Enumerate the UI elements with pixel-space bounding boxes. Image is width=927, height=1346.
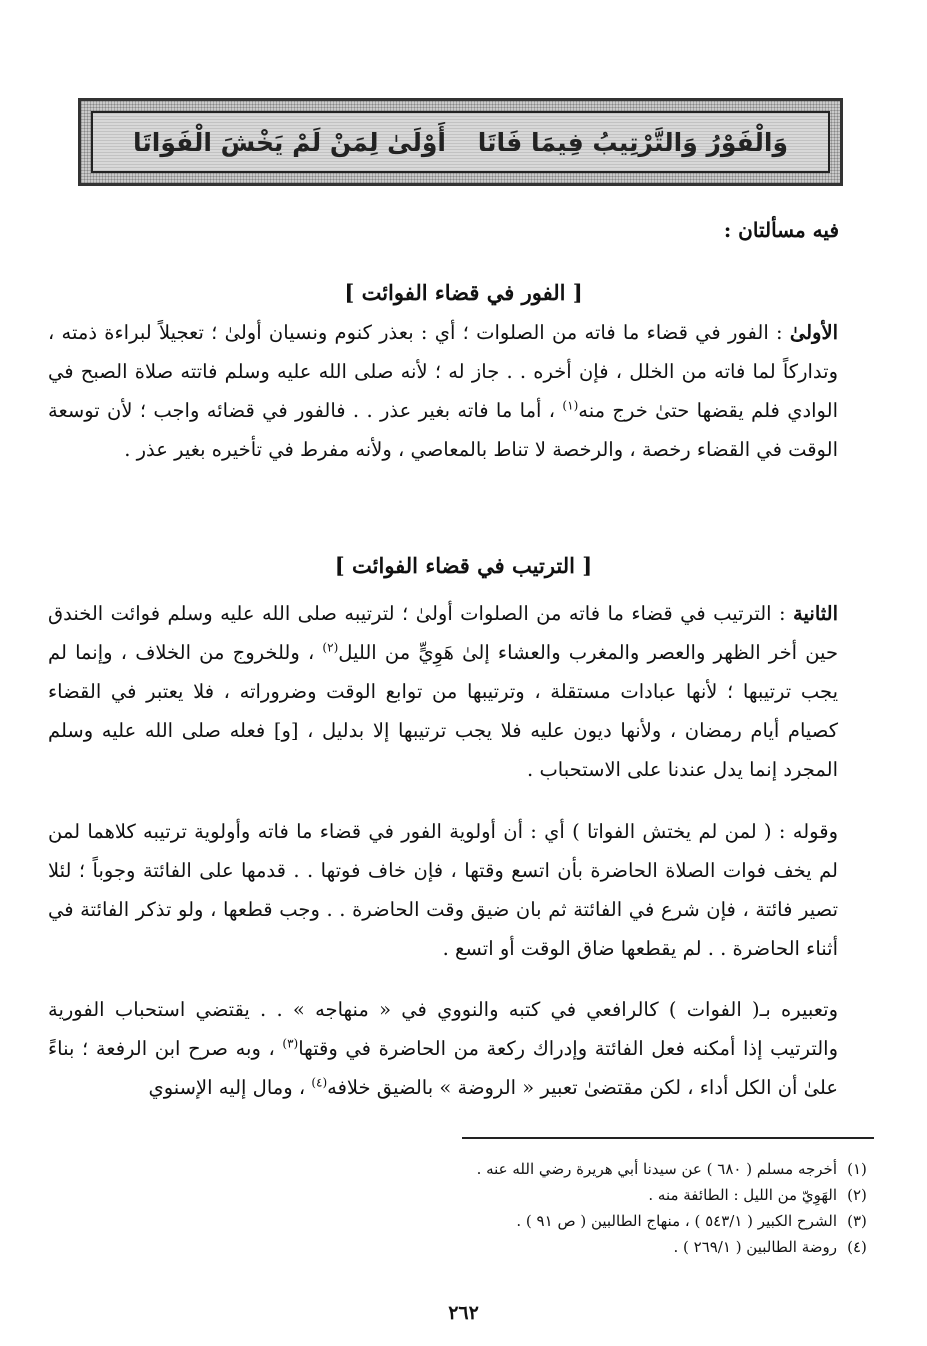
footnote-divider — [462, 1137, 874, 1139]
footnote-ref[interactable]: (٣) — [282, 1036, 299, 1051]
footnote-number: (٣) — [847, 1212, 867, 1230]
paragraph-lead: الثانية — [793, 602, 838, 625]
paragraph-3: وقوله : ( لمن لم يختش الفواتا ) أي : أن أولوية الفور في قضاء ما فاته وأولوية ترتيبه كلاهما لمن لم يخف فوات الصلاة الحاضرة بأن اتسع وقتها ، فإن خاف فوتها . . قدمها على الفائتة وجوباً ؛ لئلا تصير فائتة ، فإن شرع في الفائتة ثم بان ضيق وقت الحاضرة . . وجب قطعها ، ولو تذكر الفائتة في أثناء الحاضرة . . لم يقطعها ضاق الوقت أو اتسع . — [48, 820, 838, 960]
paragraph-text: ، وبه صرح ابن الرفعة ؛ بناءً علىٰ أن الكل أداء ، لكن مقتضىٰ تعبير « الروضة » بالضيق خلافه — [48, 1037, 838, 1099]
verse-banner — [78, 98, 843, 186]
footnote-text: الشرح الكبير ( ٥٤٣/١ ) ، منهاج الطالبين ( ص ٩١ ) . — [516, 1212, 837, 1230]
footnote-number: (١) — [847, 1160, 867, 1178]
footnote-ref[interactable]: (١) — [562, 398, 579, 413]
footnote-4 — [407, 1234, 877, 1260]
paragraph-text: ، ومال إليه الإسنوي — [148, 1076, 312, 1099]
footnote-1 — [407, 1156, 877, 1182]
footnote-number: (٤) — [847, 1238, 867, 1256]
footnote-text: الهَوِيّ من الليل : الطائفة منه . — [648, 1186, 837, 1204]
paragraph-4 — [48, 990, 838, 1107]
verse-left-hemistich: أَوْلَىٰ لِمَنْ لَمْ يَخْشَ الْفَوَاتَا — [133, 127, 446, 157]
footnote-text: أخرجه مسلم ( ٦٨٠ ) عن سيدنا أبي هريرة رضي الله عنه . — [476, 1160, 837, 1178]
paragraph-2 — [48, 594, 838, 789]
verse-right-hemistich: وَالْفَوْرُ وَالتَّرْتِيبُ فِيمَا فَاتَا — [477, 127, 788, 157]
paragraph-text: : الترتيب في قضاء ما فاته من الصلوات أولىٰ ؛ لترتيبه صلى الله عليه وسلم فوائت الخندق حين أخر الظهر والعصر والمغرب والعشاء إلىٰ هَوِيٍّ من الليل — [48, 602, 838, 664]
paragraph-text: ، وللخروج من الخلاف ، وإنما لم يجب ترتيبها ؛ لأنها عبادات مستقلة ، وترتيبها من توابع الوقت وضروراته ، فلا يعتبر في القضاء كصيام أيام رمضان ، ولأنها ديون عليه فلا يجب ترتيبها إلا بدليل ، [و] فعله صلى الله عليه وسلم المجرد إنما يدل عندنا على الاستحباب . — [48, 641, 838, 781]
page-number: ٢٦٢ — [448, 1302, 479, 1324]
footnote-3 — [407, 1208, 877, 1234]
footnote-number: (٢) — [847, 1186, 867, 1204]
footnote-2 — [407, 1182, 877, 1208]
verse-frame — [91, 111, 830, 173]
footnote-ref[interactable]: (٤) — [311, 1075, 328, 1090]
section-heading-1: [ الفور في قضاء الفوائت ] — [344, 280, 583, 305]
paragraph-text: : الفور في قضاء ما فاته من الصلوات ؛ أي : بعذر كنوم ونسيان أولىٰ ؛ تعجيلاً لبراءة ذمته ، وتداركاً لما فاته من الخلل ، فإن أخره . . جاز له ؛ لأنه صلى الله عليه وسلم فاتته صلاة الصبح في الوادي فلم يقضها حتىٰ خرج منه — [48, 321, 838, 422]
paragraph-lead: الأولىٰ — [789, 321, 838, 344]
paragraph-text: وتعبيره بـ( الفوات ) كالرافعي في كتبه والنووي في « منهاجه » . . يقتضي استحباب الفورية والترتيب إذا أمكنه فعل الفائتة وإدراك ركعة من الحاضرة في وقتها — [48, 998, 838, 1060]
paragraph-1 — [48, 313, 838, 469]
footnotes — [407, 1156, 877, 1260]
section-heading-2: [ الترتيب في قضاء الفوائت ] — [334, 553, 593, 578]
intro-line: فيه مسألتان : — [723, 218, 839, 242]
paragraph-text: ، أما ما فاته بغير عذر . . فالفور في قضائه واجب ؛ لأن توسعة الوقت في القضاء رخصة ، والرخصة لا تناط بالمعاصي ، ولأنه مفرط في تأخيره بغير عذر . — [48, 399, 838, 461]
footnote-text: روضة الطالبين ( ٢٦٩/١ ) . — [673, 1238, 837, 1256]
footnote-ref[interactable]: (٢) — [322, 640, 339, 655]
